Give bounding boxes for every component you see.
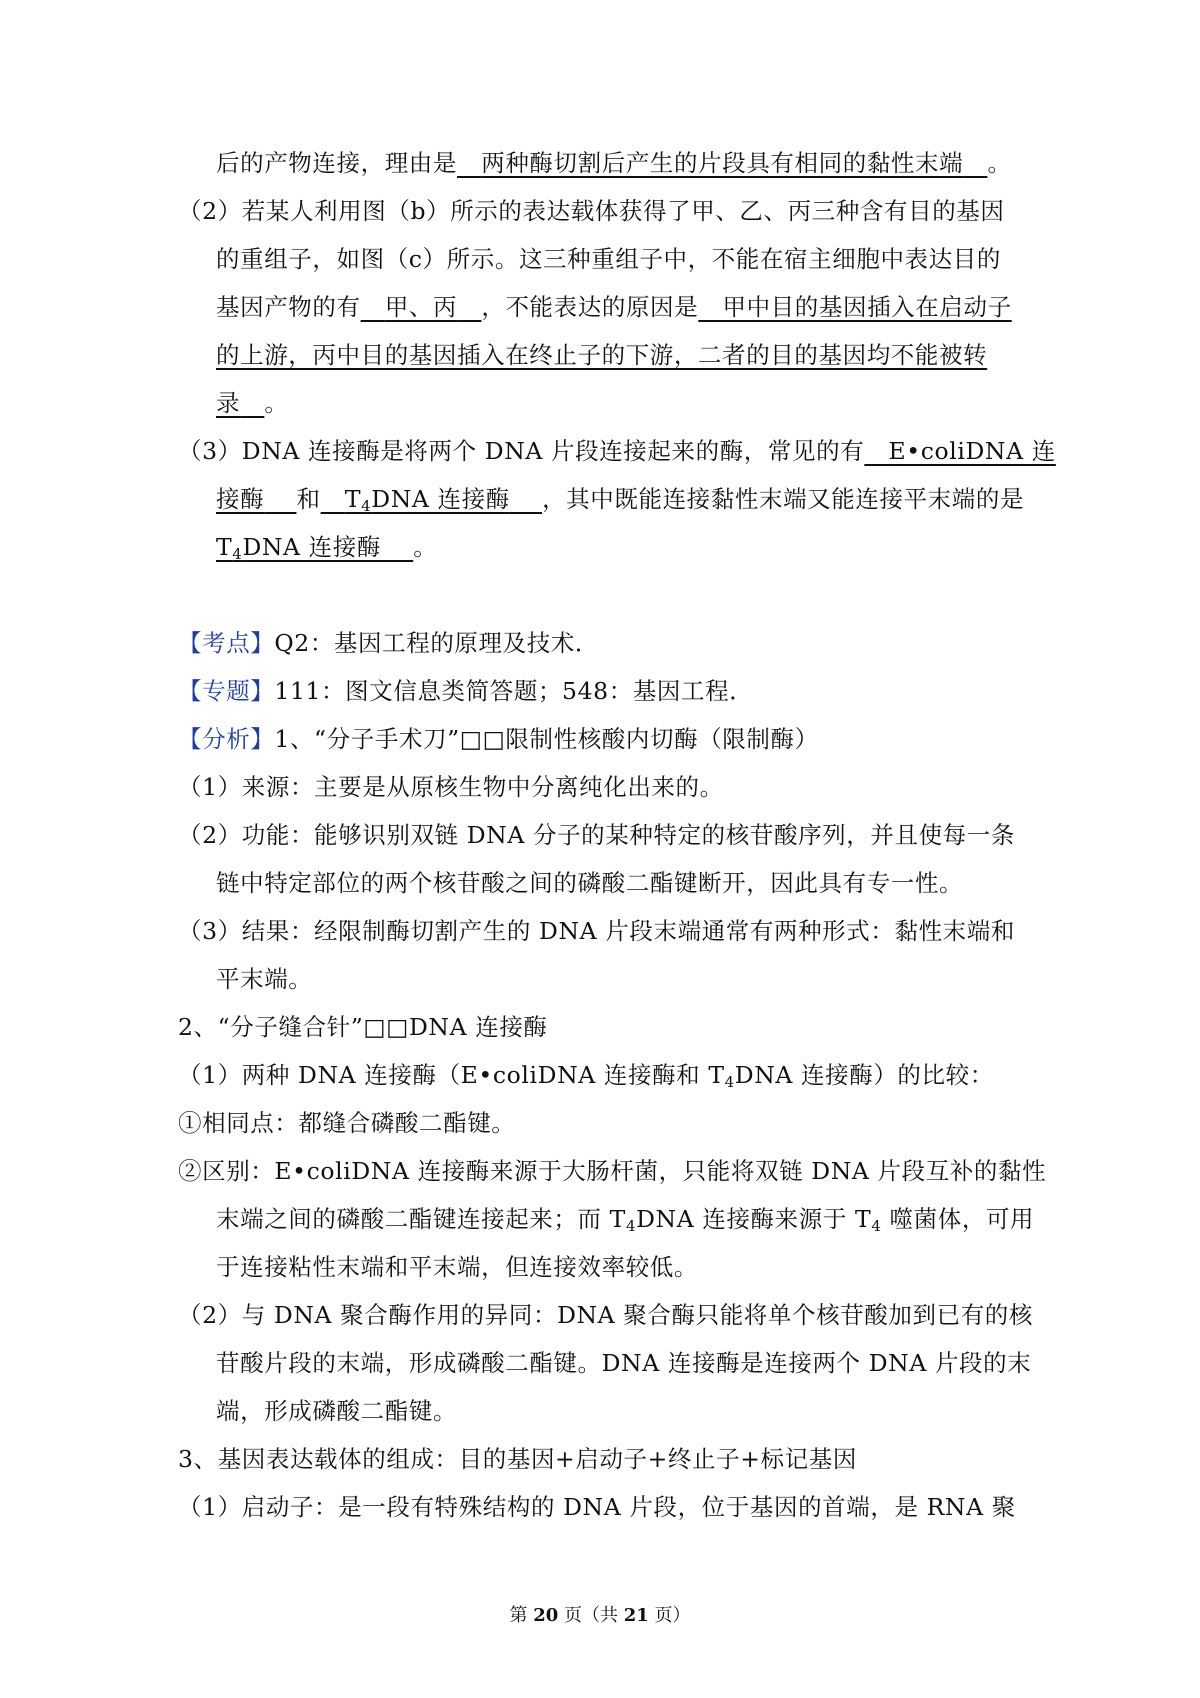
analysis-line: （2）与 DNA 聚合酶作用的异同：DNA 聚合酶只能将单个核苷酸加到已有的核 [178, 1301, 1034, 1329]
answer-line-7: （3）DNA 连接酶是将两个 DNA 片段连接起来的酶，常见的有 E•coliDNA 连 [178, 437, 1056, 465]
answer-blank: $T_4DNA$ 连接酶 [216, 533, 381, 563]
fenxi-tag: 【分析】 [178, 725, 275, 753]
answer-blank: 两种酶切割后产生的片段具有相同的黏性末端 [481, 149, 964, 177]
analysis-line: （1）来源：主要是从原核生物中分离纯化出来的。 [178, 773, 724, 801]
analysis-line: （2）功能：能够识别双链 DNA 分子的某种特定的核苷酸序列，并且使每一条 [178, 821, 1015, 849]
analysis-line: 苷酸片段的末端，形成磷酸二酯键。DNA 连接酶是连接两个 DNA 片段的末 [216, 1349, 1032, 1377]
answer-blank: 甲中目的基因插入在启动子 [722, 293, 1012, 321]
answer-line-5: 的上游，丙中目的基因插入在终止子的下游，二者的目的基因均不能被转 [216, 341, 988, 369]
analysis-line: （1）启动子：是一段有特殊结构的 DNA 片段，位于基因的首端，是 RNA 聚 [178, 1493, 1016, 1521]
answer-line-3: 的重组子，如图（c）所示。这三种重组子中，不能在宿主细胞中表达目的 [216, 245, 1001, 273]
answer-blank: 接酶 [216, 485, 265, 513]
page-total: 21 [623, 1605, 649, 1626]
answer-blank: $T_4DNA$ 连接酶 [344, 485, 510, 515]
analysis-line: （3）结果：经限制酶切割产生的 DNA 片段末端通常有两种形式：黏性末端和 [178, 917, 1015, 945]
analysis-line: 2、“分子缝合针”□□DNA 连接酶 [178, 1013, 548, 1041]
analysis-line: （1）两种 DNA 连接酶（E•coliDNA 连接酶和 $T_4DNA$ 连接酶）的比较： [178, 1061, 994, 1091]
answer-blank: 录 [216, 389, 241, 417]
analysis-line: 于连接粘性末端和平末端，但连接效率较低。 [216, 1253, 698, 1281]
answer-text: 后的产物连接，理由是 [216, 149, 457, 177]
page-number: 20 [533, 1605, 559, 1626]
zhuanti-tag: 【专题】 [178, 677, 275, 705]
kaodian-tag: 【考点】 [178, 629, 275, 657]
analysis-line: 末端之间的磷酸二酯键连接起来；而 $T_4DNA$ 连接酶来源于 $T_4$ 噬菌体，可用 [216, 1205, 1035, 1235]
answer-line-4: 基因产物的有 甲、丙 ，不能表达的原因是 甲中目的基因插入在启动子 [216, 293, 1012, 321]
answer-blank: 甲、丙 [384, 293, 458, 321]
answer-line-9: $T_4DNA$ 连接酶 。 [216, 533, 438, 563]
page-footer: 第 20 页（共 21 页） [509, 1605, 691, 1626]
analysis-line: ②区别：E•coliDNA 连接酶来源于大肠杆菌，只能将双链 DNA 片段互补的黏性 [178, 1157, 1047, 1185]
analysis-line: 端，形成磷酸二酯键。 [216, 1397, 457, 1425]
fenxi-line: 【分析】1、“分子手术刀”□□限制性核酸内切酶（限制酶） [178, 725, 819, 753]
analysis-line: 平末端。 [216, 965, 313, 993]
analysis-line: 3、基因表达载体的组成：目的基因+启动子+终止子+标记基因 [178, 1445, 857, 1473]
answer-blank: E•coliDNA 连 [888, 437, 1056, 465]
answer-line-2: （2）若某人利用图（b）所示的表达载体获得了甲、乙、丙三种含有目的基因 [178, 197, 1005, 225]
answer-line-8: 接酶 和 $T_4DNA$ 连接酶 ，其中既能连接黏性末端又能连接平末端的是 [216, 485, 1025, 515]
kaodian-line: 【考点】Q2：基因工程的原理及技术． [178, 629, 600, 657]
answer-line-1: 后的产物连接，理由是 两种酶切割后产生的片段具有相同的黏性末端 。 [216, 149, 1012, 177]
answer-line-6: 录 。 [216, 389, 289, 417]
zhuanti-line: 【专题】111：图文信息类简答题；548：基因工程． [178, 677, 754, 705]
analysis-line: 链中特定部位的两个核苷酸之间的磷酸二酯键断开，因此具有专一性。 [216, 869, 964, 897]
analysis-line: ①相同点：都缝合磷酸二酯键。 [178, 1109, 516, 1137]
